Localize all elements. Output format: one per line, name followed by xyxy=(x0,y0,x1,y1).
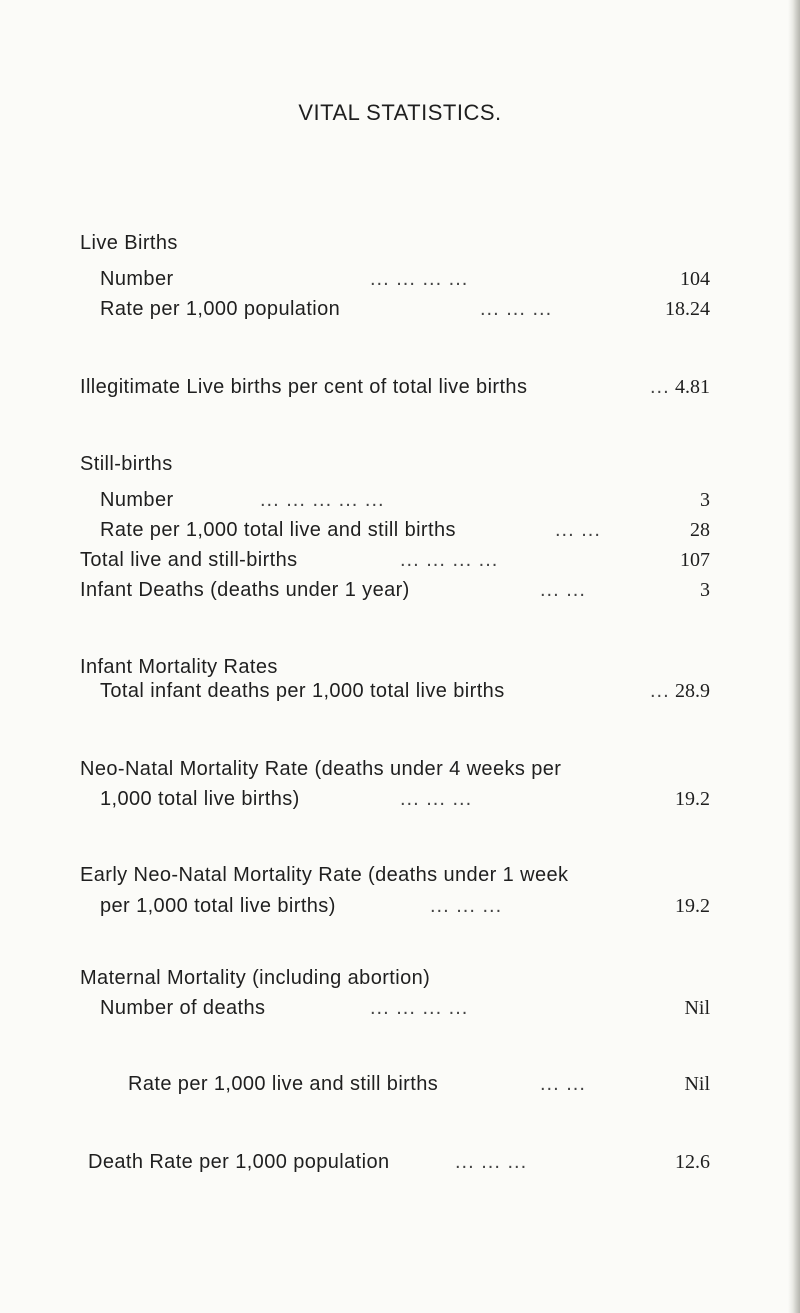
infant-deaths-value: 3 xyxy=(700,579,710,601)
page-edge-shadow xyxy=(788,0,800,1313)
leader-dots: ... ... ... ... xyxy=(400,549,499,571)
total-live-still-value: 107 xyxy=(680,549,710,571)
live-births-number-value: 104 xyxy=(680,268,710,290)
death-rate-label: Death Rate per 1,000 population xyxy=(88,1151,390,1173)
leader-dots: ... xyxy=(650,376,670,398)
infant-mortality-heading: Infant Mortality Rates xyxy=(80,656,278,678)
live-births-heading: Live Births xyxy=(80,232,178,254)
leader-dots: ... ... ... ... xyxy=(370,268,469,290)
live-births-rate-value: 18.24 xyxy=(665,298,710,320)
live-births-rate-label: Rate per 1,000 population xyxy=(100,298,341,320)
leader-dots: ... ... ... xyxy=(400,788,473,810)
neo-natal-label-line2: 1,000 total live births) xyxy=(100,788,300,810)
page-title: VITAL STATISTICS. xyxy=(298,100,502,125)
leader-dots: ... ... xyxy=(540,1073,586,1095)
total-live-still-label: Total live and still-births xyxy=(80,549,298,571)
still-births-number-label: Number xyxy=(100,489,174,511)
neo-natal-label-line1: Neo-Natal Mortality Rate (deaths under 4 weeks per xyxy=(80,758,562,780)
illegitimate-value: 4.81 xyxy=(675,376,710,398)
early-neo-natal-label-line2: per 1,000 total live births) xyxy=(100,895,336,917)
neo-natal-value: 19.2 xyxy=(675,788,710,810)
maternal-rate-value: Nil xyxy=(684,1073,710,1095)
maternal-number-value: Nil xyxy=(684,997,710,1019)
leader-dots: ... ... ... xyxy=(430,895,503,917)
death-rate-value: 12.6 xyxy=(675,1151,710,1173)
still-births-heading: Still-births xyxy=(80,453,173,475)
early-neo-natal-label-line1: Early Neo-Natal Mortality Rate (deaths under 1 week xyxy=(80,864,569,886)
leader-dots: ... xyxy=(650,680,670,702)
maternal-mortality-heading: Maternal Mortality (including abortion) xyxy=(80,967,431,989)
maternal-number-label: Number of deaths xyxy=(100,997,266,1019)
still-births-number-value: 3 xyxy=(700,489,710,511)
leader-dots: ... ... ... ... ... xyxy=(260,489,385,511)
illegitimate-label: Illegitimate Live births per cent of total live births xyxy=(80,376,528,398)
leader-dots: ... ... xyxy=(555,519,601,541)
leader-dots: ... ... ... xyxy=(480,298,553,320)
leader-dots: ... ... xyxy=(540,579,586,601)
live-births-number-label: Number xyxy=(100,268,174,290)
infant-mortality-label: Total infant deaths per 1,000 total live births xyxy=(100,680,505,702)
maternal-rate-label: Rate per 1,000 live and still births xyxy=(128,1073,439,1095)
early-neo-natal-value: 19.2 xyxy=(675,895,710,917)
leader-dots: ... ... ... xyxy=(455,1151,528,1173)
still-births-rate-label: Rate per 1,000 total live and still births xyxy=(100,519,456,541)
infant-mortality-value: 28.9 xyxy=(675,680,710,702)
still-births-rate-value: 28 xyxy=(690,519,710,541)
infant-deaths-label: Infant Deaths (deaths under 1 year) xyxy=(80,579,410,601)
leader-dots: ... ... ... ... xyxy=(370,997,469,1019)
